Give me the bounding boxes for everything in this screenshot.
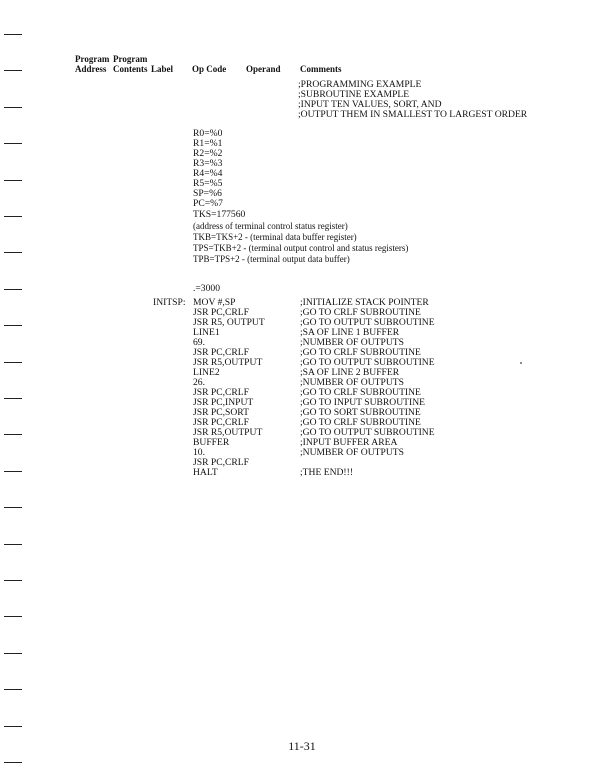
program-opcode: LINE2	[193, 367, 220, 378]
margin-tick	[4, 726, 22, 727]
program-comment: ;GO TO SORT SUBROUTINE	[300, 407, 421, 418]
definition-line: SP=%6	[193, 188, 222, 199]
program-comment: ;GO TO CRLF SUBROUTINE	[300, 307, 421, 318]
margin-tick	[4, 70, 22, 71]
margin-tick	[4, 762, 22, 763]
definition-line: PC=%7	[193, 198, 223, 209]
header-label: Label	[151, 64, 174, 74]
definition-line: TPB=TPS+2 - (terminal output data buffer)	[193, 254, 350, 264]
program-opcode: JSR PC,SORT	[193, 407, 249, 418]
margin-tick	[4, 216, 22, 217]
program-opcode: JSR R5,OUTPUT	[193, 427, 263, 438]
program-comment: ;NUMBER OF OUTPUTS	[300, 337, 404, 348]
scan-speck	[520, 362, 522, 364]
margin-tick	[4, 34, 22, 35]
definition-line: R2=%2	[193, 148, 223, 159]
program-opcode: JSR R5, OUTPUT	[193, 317, 265, 328]
margin-tick	[4, 180, 22, 181]
program-opcode: JSR PC,CRLF	[193, 457, 249, 468]
definition-line: R0=%0	[193, 128, 223, 139]
page-number: 11-31	[288, 739, 316, 753]
header-program-contents	[113, 54, 148, 74]
program-comment: ;GO TO OUTPUT SUBROUTINE	[300, 357, 435, 368]
program-comment: ;GO TO CRLF SUBROUTINE	[300, 347, 421, 358]
intro-comment-line: ;INPUT TEN VALUES, SORT, AND	[298, 99, 442, 110]
margin-tick	[4, 580, 22, 581]
program-opcode: BUFFER	[193, 437, 230, 448]
header-comments: Comments	[300, 64, 342, 74]
margin-tick	[4, 289, 22, 290]
program-opcode: 69.	[193, 337, 205, 348]
intro-comment-line: ;PROGRAMMING EXAMPLE	[298, 79, 422, 90]
program-comment: ;SA OF LINE 1 BUFFER	[300, 327, 400, 338]
definition-line: R3=%3	[193, 158, 223, 169]
margin-tick	[4, 653, 22, 654]
margin-tick	[4, 143, 22, 144]
margin-tick	[4, 325, 22, 326]
header-program-address	[75, 54, 109, 74]
program-opcode: JSR PC,CRLF	[193, 417, 249, 428]
program-opcode: 26.	[193, 377, 205, 388]
margin-tick	[4, 689, 22, 690]
program-comment: ;THE END!!!	[300, 467, 354, 478]
header-program-address-line2: Address	[75, 64, 107, 74]
program-opcode: 10.	[193, 447, 205, 458]
program-opcode: JSR PC,CRLF	[193, 347, 249, 358]
program-opcode: LINE1	[193, 327, 220, 338]
definition-line: TKB=TKS+2 - (terminal data buffer register)	[193, 232, 357, 242]
program-comment: ;GO TO CRLF SUBROUTINE	[300, 417, 421, 428]
header-program-contents-line2: Contents	[113, 64, 148, 74]
definition-line: TKS=177560	[193, 209, 246, 220]
program-opcode: JSR PC,CRLF	[193, 387, 249, 398]
definition-line: (address of terminal control status register)	[193, 221, 348, 231]
program-comment: ;GO TO INPUT SUBROUTINE	[300, 397, 425, 408]
program-opcode: JSR R5,OUTPUT	[193, 357, 263, 368]
margin-tick	[4, 507, 22, 508]
header-opcode: Op Code	[192, 64, 227, 74]
program-comment: ;INPUT BUFFER AREA	[300, 437, 398, 448]
definition-line: R4=%4	[193, 168, 223, 179]
program-opcode: HALT	[193, 467, 218, 478]
program-comment: ;NUMBER OF OUTPUTS	[300, 447, 404, 458]
program-opcode: JSR PC,INPUT	[193, 397, 254, 408]
margin-tick	[4, 471, 22, 472]
program-opcode: JSR PC,CRLF	[193, 307, 249, 318]
margin-tick	[4, 616, 22, 617]
margin-tick	[4, 362, 22, 363]
definition-line: TPS=TKB+2 - (terminal output control and status registers)	[193, 243, 409, 253]
definition-line: R5=%5	[193, 178, 223, 189]
program-comment: ;GO TO OUTPUT SUBROUTINE	[300, 317, 435, 328]
intro-comment-line: ;SUBROUTINE EXAMPLE	[298, 89, 410, 100]
program-comment: ;GO TO CRLF SUBROUTINE	[300, 387, 421, 398]
margin-tick	[4, 252, 22, 253]
header-program-address-line1: Program	[75, 54, 110, 64]
margin-tick	[4, 434, 22, 435]
program-label: INITSP:	[153, 297, 186, 308]
intro-comment-line: ;OUTPUT THEM IN SMALLEST TO LARGEST ORDER	[298, 109, 528, 120]
margin-tick	[4, 398, 22, 399]
definition-line: R1=%1	[193, 138, 223, 149]
program-comment: ;NUMBER OF OUTPUTS	[300, 377, 404, 388]
margin-tick	[4, 107, 22, 108]
program-opcode: MOV #,SP	[193, 297, 236, 308]
header-program-contents-line1: Program	[113, 54, 148, 64]
origin-directive: .=3000	[193, 283, 220, 294]
program-comment: ;INITIALIZE STACK POINTER	[300, 297, 429, 308]
header-operand: Operand	[246, 64, 281, 74]
margin-tick	[4, 544, 22, 545]
program-comment: ;GO TO OUTPUT SUBROUTINE	[300, 427, 435, 438]
program-comment: ;SA OF LINE 2 BUFFER	[300, 367, 400, 378]
